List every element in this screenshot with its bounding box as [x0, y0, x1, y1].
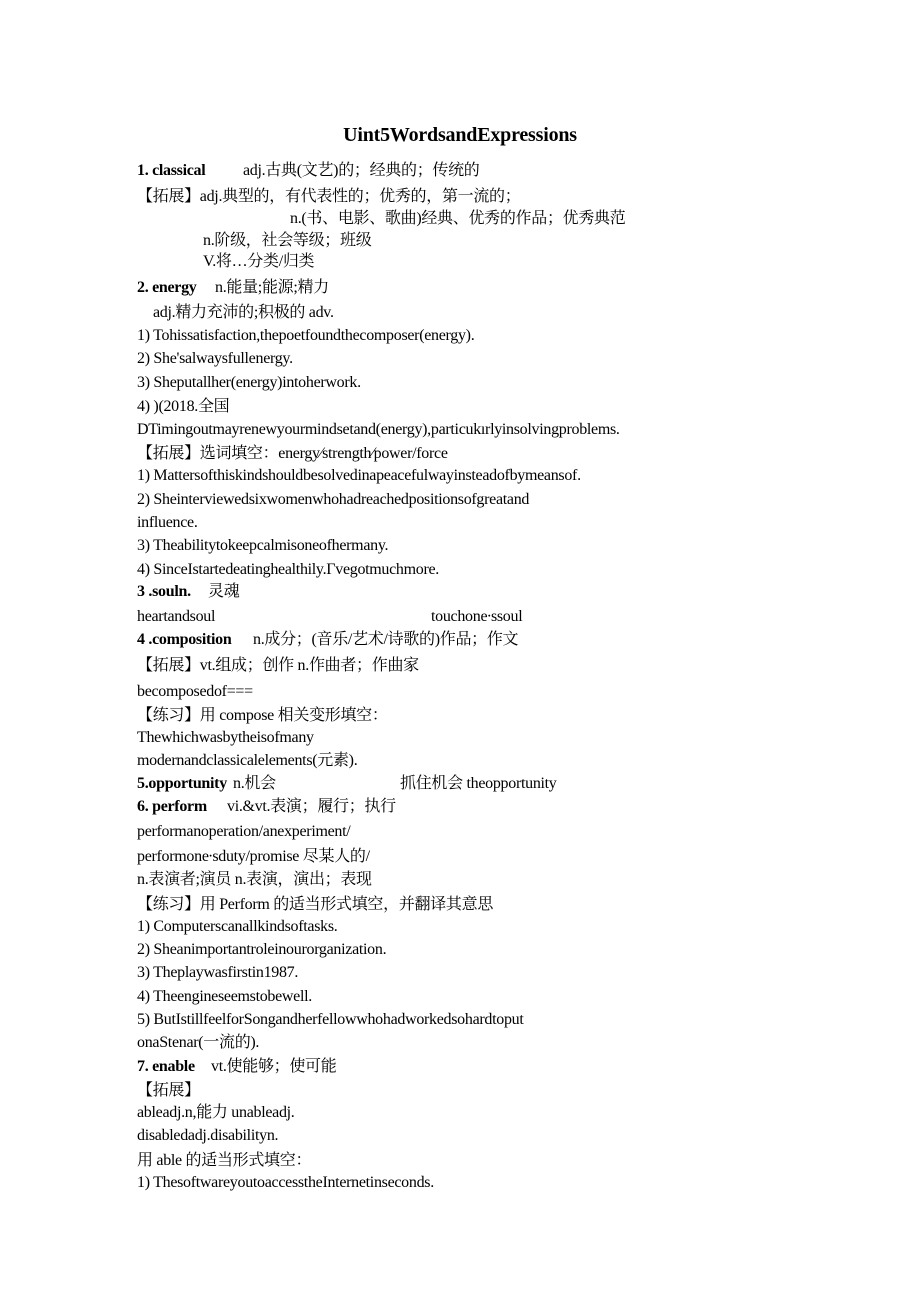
exercise-line: modernandclassicalelements(元素). [137, 752, 358, 769]
exercise-line: 4) SinceIstartedeatinghealthily.Γvegotmuchmore. [137, 561, 440, 578]
extension-line: 【拓展】adj.典型的，有代表性的；优秀的，第一流的； [137, 188, 521, 205]
phrase: becomposedof=== [137, 683, 253, 700]
exercise-line: 5) ButIstillfeelforSongandherfellowwhohadworkedsohardtoput [137, 1011, 524, 1028]
exercise-line: influence. [137, 514, 198, 531]
extension-line: n.(书、电影、歌曲)经典、优秀的作品；优秀典范 [290, 210, 626, 227]
exercise-line: 2) Sheanimportantroleinourorganization. [137, 941, 387, 958]
entry-3-definition: 灵魂 [208, 583, 240, 600]
phrase: touchone∙ssoul [431, 608, 523, 625]
phrase: heartandsoul [137, 608, 216, 625]
phrase: performanoperation/anexperiment/ [137, 823, 351, 840]
exercise-line: DTimingoutmayrenewyourmindsetand(energy),particukırlyinsolvingproblems. [137, 421, 620, 438]
phrase: ableadj.n,能力 unableadj. [137, 1104, 295, 1121]
extension-line: 【拓展】选词填空：energy∕strength∕power/force [137, 445, 448, 462]
exercise-line: 2) She'salwaysfullenergy. [137, 350, 293, 367]
entry-1-definition: adj.古典(文艺)的；经典的；传统的 [243, 162, 480, 179]
practice-heading: 【练习】用 Perform 的适当形式填空，并翻译其意思 [137, 896, 494, 913]
exercise-line: 3) Theplaywasfirstin1987. [137, 964, 299, 981]
exercise-line: 1) Mattersofthiskindshouldbesolvedinapeacefulwayinsteadofbymeansof. [137, 467, 581, 484]
entry-5-definition: n.机会 [233, 775, 276, 792]
exercise-line: 3) Theabilitytokeepcalmisoneofhermany. [137, 537, 389, 554]
practice-heading: 【练习】用 compose 相关变形填空： [137, 707, 388, 724]
entry-7-heading: 7. enable [137, 1058, 195, 1075]
entry-6-heading: 6. perform [137, 798, 207, 815]
extension-line: 【拓展】vt.组成；创作 n.作曲者；作曲家 [137, 657, 419, 674]
entry-6-definition: vi.&vt.表演；履行；执行 [227, 798, 396, 815]
exercise-line: 4) )(2018.全国 [137, 398, 230, 415]
exercise-line: 1) ThesoftwareyoutoaccesstheInternetinseconds. [137, 1174, 434, 1191]
phrase: 抓住机会 theopportunity [400, 775, 557, 792]
extension-line: n.阶级，社会等级；班级 [203, 232, 372, 249]
entry-4-definition: n.成分；(音乐/艺术/诗歌的)作品；作文 [253, 631, 519, 648]
extension-line: 【拓展】 [137, 1082, 200, 1099]
exercise-line: 1) Computerscanallkindsoftasks. [137, 918, 338, 935]
entry-2-heading: 2. energy [137, 279, 197, 296]
practice-heading: 用 able 的适当形式填空： [137, 1152, 312, 1169]
extension-line: V.将…分类/归类 [203, 253, 315, 270]
exercise-line: Thewhichwasbytheisofmany [137, 729, 314, 746]
exercise-line: 1) Tohissatisfaction,thepoetfoundthecomposer(energy). [137, 327, 475, 344]
entry-7-definition: vt.使能够；使可能 [211, 1058, 337, 1075]
entry-1-heading: 1. classical [137, 162, 206, 179]
entry-2-definition: n.能量;能源;精力 [215, 279, 329, 296]
exercise-line: onaStenar(一流的). [137, 1034, 260, 1051]
entry-5-heading: 5.opportunity [137, 775, 227, 792]
exercise-line: 3) Sheputallher(energy)intoherwork. [137, 374, 361, 391]
phrase: disabledadj.disabilityn. [137, 1127, 279, 1144]
extension-line: n.表演者;演员 n.表演，演出；表现 [137, 871, 372, 888]
page-title: Uint5WordsandExpressions [343, 124, 577, 146]
entry-3-heading: 3 .souln. [137, 583, 191, 600]
phrase: performone∙sduty/promise 尽某人的/ [137, 848, 370, 865]
entry-2-adj: adj.精力充沛的;积极的 adv. [153, 304, 334, 321]
entry-4-heading: 4 .composition [137, 631, 232, 648]
exercise-line: 4) Theengineseemstobewell. [137, 988, 312, 1005]
exercise-line: 2) Sheinterviewedsixwomenwhohadreachedpositionsofgreatand [137, 491, 530, 508]
